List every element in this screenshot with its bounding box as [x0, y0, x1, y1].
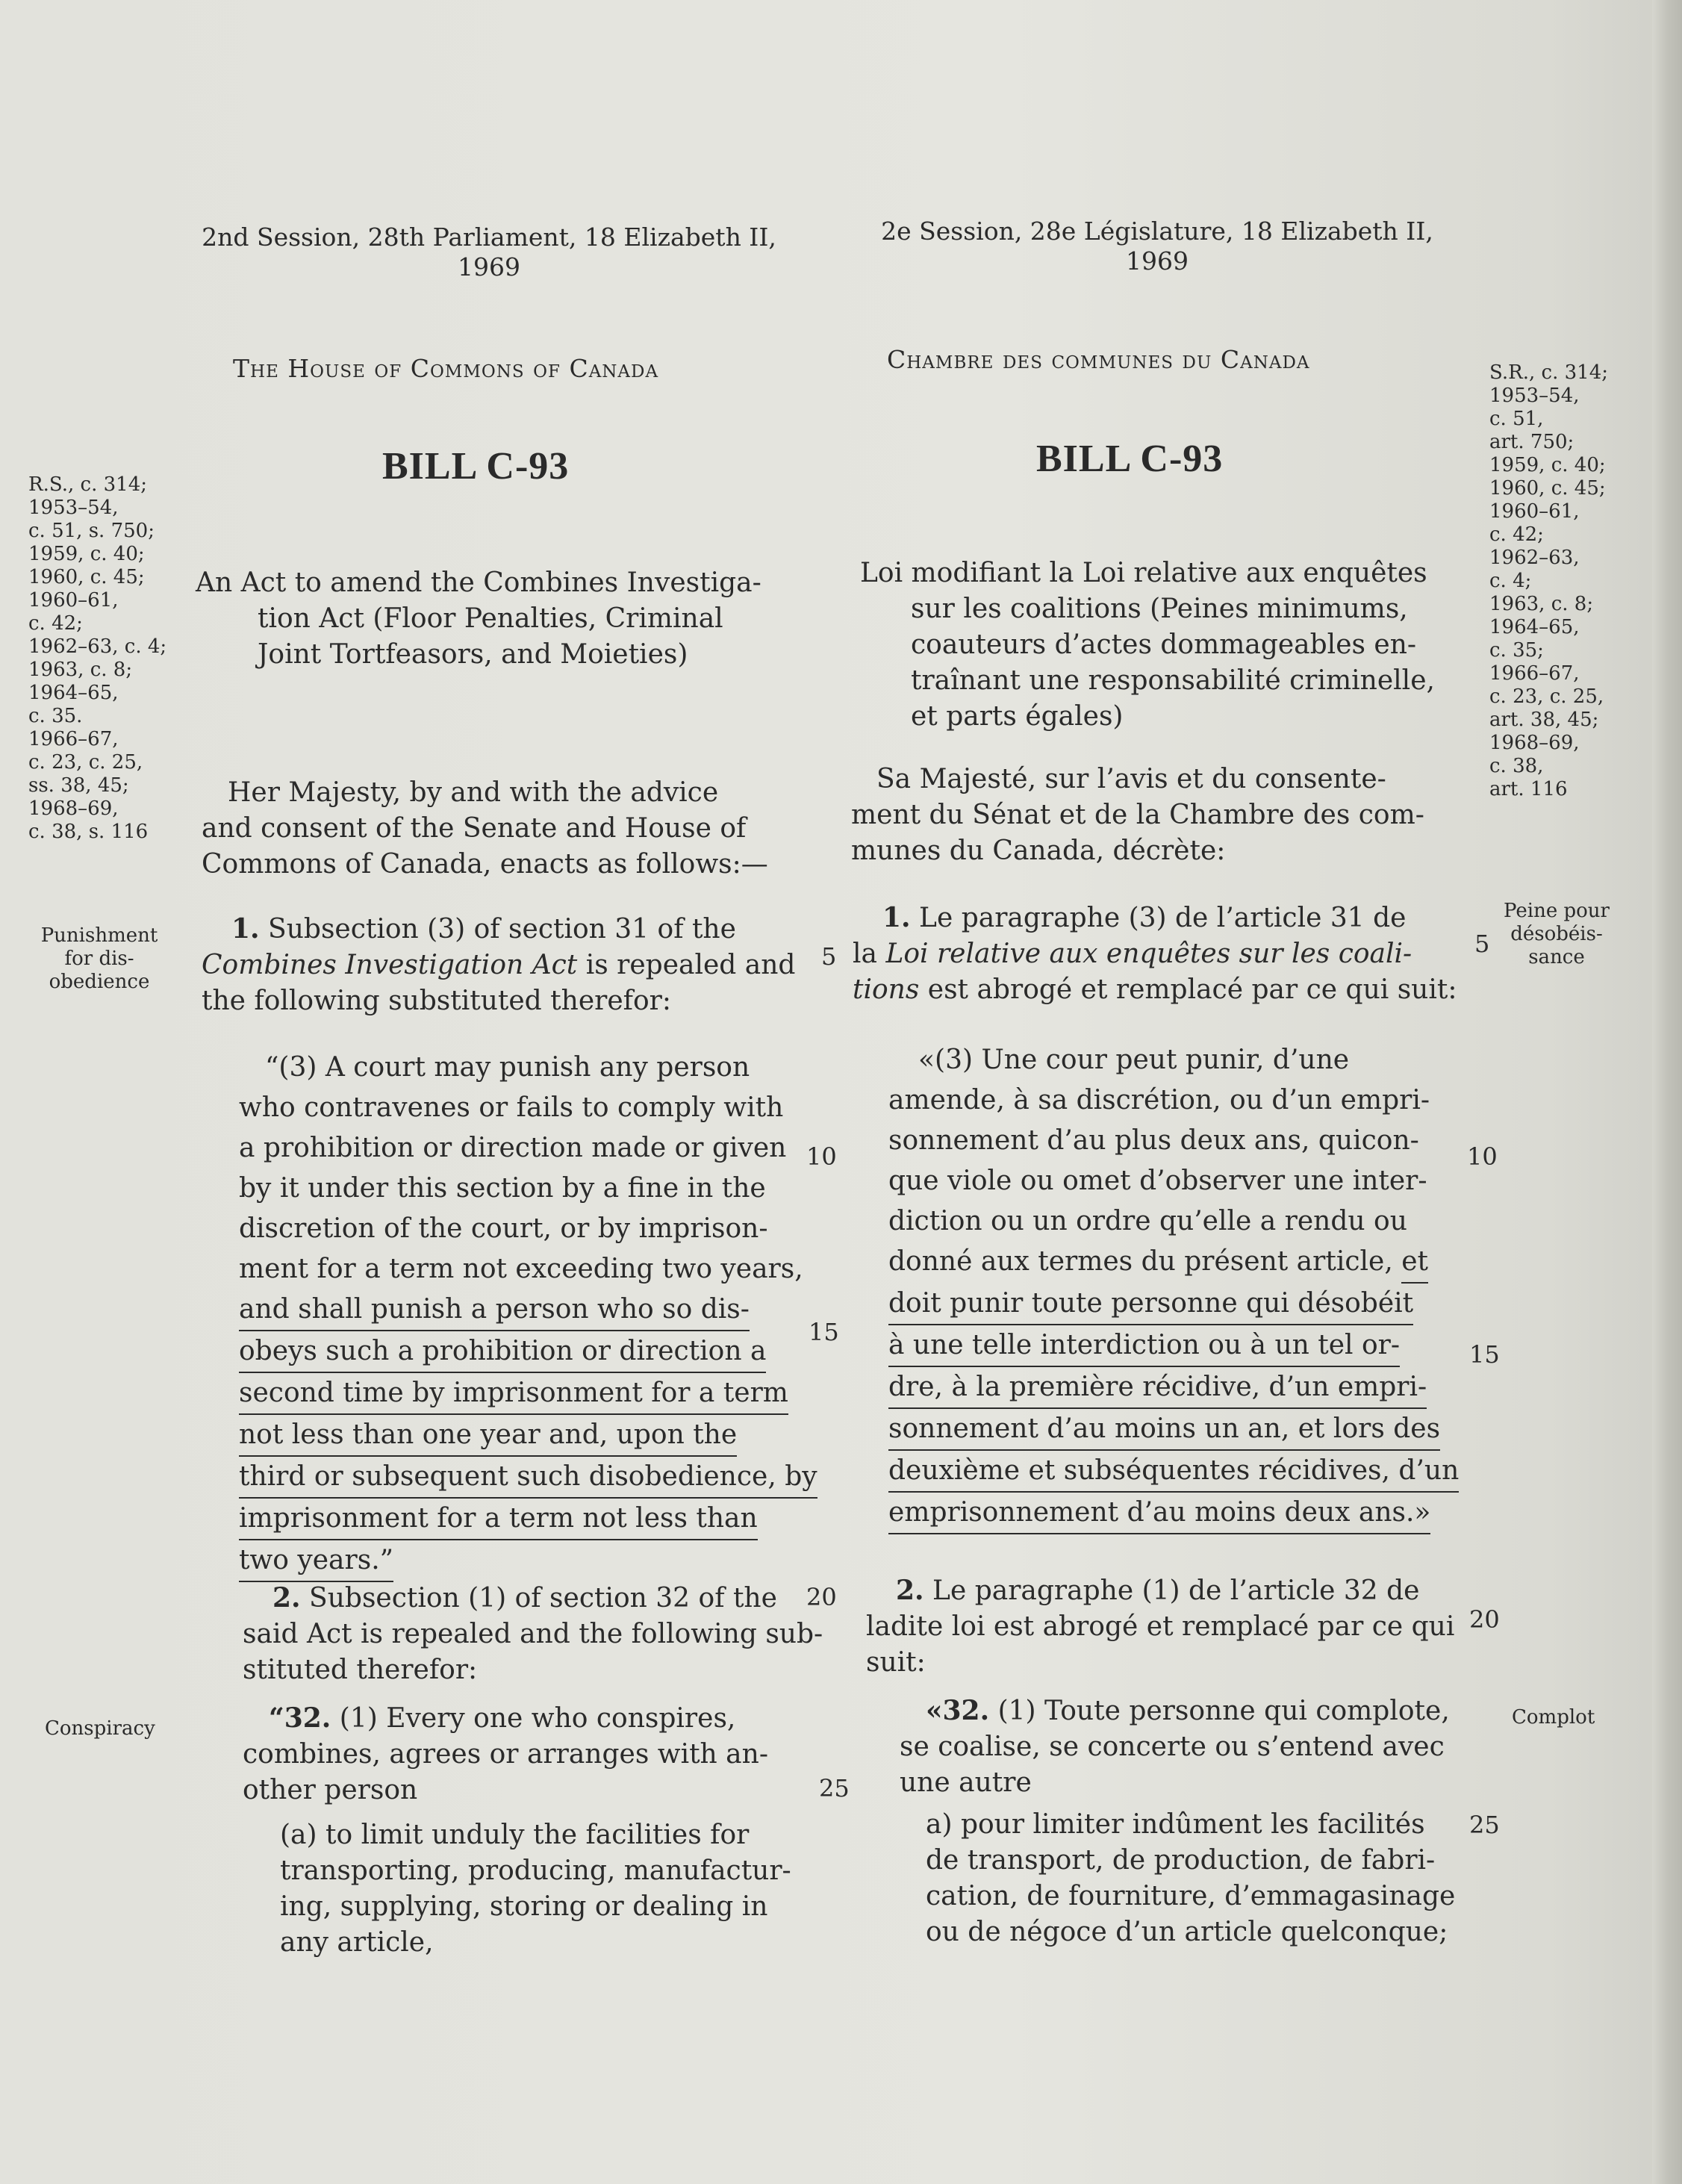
text: (1) Every one who conspires,	[339, 1703, 736, 1734]
fr-section-32	[900, 1693, 1450, 1801]
ref: 1959, c. 40;	[1489, 454, 1606, 476]
ref: c. 42;	[28, 612, 83, 635]
section-number: “32.	[269, 1702, 331, 1734]
ref: c. 38, s. 116	[28, 821, 149, 843]
line	[888, 1242, 1459, 1284]
note-line: for dis-	[64, 948, 134, 970]
line: who contravenes or fails to comply with	[239, 1092, 784, 1123]
amended-text: third or subsequent such disobedience, by	[239, 1457, 817, 1499]
amended-text: sonnement d’au moins un an, et lors des	[888, 1409, 1440, 1451]
text: donné aux termes du présent article,	[888, 1246, 1393, 1277]
right-margin-refs	[1489, 361, 1608, 801]
note-line: obedience	[49, 971, 150, 993]
line: Joint Tortfeasors, and Moieties)	[258, 639, 688, 670]
line: tion Act (Floor Penalties, Criminal	[258, 603, 723, 634]
section-number: 1.	[231, 913, 260, 945]
line: ing, supplying, storing or dealing in	[280, 1891, 768, 1922]
ref: S.R., c. 314;	[1489, 361, 1608, 384]
line	[239, 1415, 817, 1457]
en-long-title	[196, 565, 761, 673]
ref: art. 750;	[1489, 431, 1574, 453]
ref: c. 51, s. 750;	[28, 520, 155, 542]
line	[239, 1373, 817, 1415]
line	[866, 1572, 1454, 1609]
line: ment du Sénat et de la Chambre des com-	[851, 800, 1424, 830]
line	[243, 1580, 823, 1617]
line-number-5-fr: 5	[1474, 930, 1490, 958]
line: a) pour limiter indûment les facilités	[926, 1809, 1425, 1840]
ref: 1966–67,	[1489, 662, 1580, 685]
ref: 1966–67,	[28, 728, 119, 750]
line	[888, 1367, 1459, 1409]
note-line: Punishment	[40, 924, 158, 947]
line	[239, 1457, 817, 1499]
line: se coalise, se concerte ou s’entend avec	[900, 1732, 1445, 1762]
fr-bill-number: BILL C-93	[1036, 438, 1224, 480]
line: (a) to limit unduly the facilities for	[280, 1820, 750, 1850]
line: a prohibition or direction made or given	[239, 1133, 787, 1163]
line	[202, 911, 795, 948]
act-name: Combines Investigation Act	[202, 950, 578, 980]
amended-text: and shall punish a person who so dis-	[239, 1289, 750, 1331]
en-subsection-3	[239, 1048, 817, 1582]
line-number-5-en: 5	[821, 942, 837, 971]
line-number-10-fr: 10	[1467, 1142, 1498, 1171]
line	[888, 1493, 1459, 1534]
page-edge	[1652, 0, 1682, 2184]
en-session-line1: 2nd Session, 28th Parliament, 18 Elizabeth II,	[202, 223, 776, 252]
line: coauteurs d’actes dommageables en-	[911, 629, 1417, 660]
line: Loi modifiant la Loi relative aux enquêtes	[860, 558, 1427, 588]
ref: art. 38, 45;	[1489, 709, 1599, 731]
line: transporting, producing, manufactur-	[280, 1855, 791, 1886]
ref: 1962–63,	[1489, 547, 1580, 569]
fr-long-title	[860, 556, 1435, 735]
line	[853, 972, 1457, 1008]
ref: 1960–61,	[28, 589, 119, 612]
line: An Act to amend the Combines Investiga-	[196, 567, 761, 598]
fr-session	[873, 217, 1441, 276]
marginal-note-conspiracy: Conspiracy	[45, 1717, 155, 1740]
amended-text: imprisonment for a term not less than	[239, 1499, 758, 1540]
line-number-10-en: 10	[806, 1142, 837, 1171]
line: de transport, de production, de fabri-	[926, 1845, 1436, 1876]
amended-text: not less than one year and, upon the	[239, 1415, 737, 1457]
ref: 1953–54,	[28, 497, 119, 519]
line-number-20-fr: 20	[1469, 1605, 1500, 1634]
text: Le paragraphe (3) de l’article 31 de	[919, 903, 1407, 933]
amended-text: et	[1401, 1242, 1428, 1284]
line: ou de négoce d’un article quelconque;	[926, 1917, 1448, 1947]
line: ladite loi est abrogé et remplacé par ce qui	[866, 1611, 1455, 1642]
marginal-note-complot: Complot	[1512, 1706, 1595, 1729]
ref: 1962–63, c. 4;	[28, 635, 167, 658]
ref: c. 42;	[1489, 523, 1544, 546]
section-number: «32.	[926, 1695, 990, 1726]
note-line: désobéis-	[1510, 923, 1603, 945]
line	[853, 936, 1457, 972]
ref: 1959, c. 40;	[28, 543, 145, 565]
line: other person	[243, 1775, 418, 1805]
text: (1) Toute personne qui complote,	[997, 1696, 1450, 1726]
line: said Act is repealed and the following sub-	[243, 1619, 823, 1649]
line-number-25-fr: 25	[1469, 1811, 1500, 1839]
left-margin-refs	[28, 473, 166, 844]
ref: R.S., c. 314;	[28, 473, 147, 496]
text: la	[853, 939, 877, 969]
amended-text: emprisonnement d’au moins deux ans.»	[888, 1493, 1430, 1534]
line	[888, 1451, 1459, 1493]
ref: c. 35.	[28, 705, 83, 727]
amended-text: deuxième et subséquentes récidives, d’un	[888, 1451, 1459, 1493]
line: et parts égales)	[911, 701, 1124, 732]
fr-session-line2: 1969	[1126, 246, 1189, 276]
line: diction ou un ordre qu’elle a rendu ou	[888, 1206, 1407, 1236]
line-number-20-en: 20	[806, 1583, 837, 1611]
note-line: Peine pour	[1504, 900, 1610, 922]
fr-section-2	[866, 1572, 1454, 1681]
text: Subsection (3) of section 31 of the	[268, 914, 736, 945]
fr-session-line1: 2e Session, 28e Législature, 18 Elizabeth II,	[881, 217, 1433, 246]
line: discretion of the court, or by imprison-	[239, 1213, 768, 1244]
line: by it under this section by a fine in the	[239, 1173, 766, 1204]
amended-text: doit punir toute personne qui désobéit	[888, 1284, 1413, 1325]
en-paragraph-a	[280, 1817, 791, 1961]
fr-enacting-clause	[851, 762, 1424, 869]
line: sur les coalitions (Peines minimums,	[911, 594, 1408, 624]
line	[243, 1700, 768, 1737]
line: combines, agrees or arranges with an-	[243, 1739, 768, 1770]
ref: 1963, c. 8;	[1489, 593, 1594, 615]
ref: 1960–61,	[1489, 500, 1580, 523]
amended-text: obeys such a prohibition or direction a	[239, 1331, 766, 1373]
ref: 1960, c. 45;	[28, 566, 145, 588]
line-number-15-en: 15	[809, 1318, 839, 1346]
ref: c. 23, c. 25,	[28, 751, 143, 774]
line: ment for a term not exceeding two years,	[239, 1254, 803, 1284]
amended-text: à une telle interdiction ou à un tel or-	[888, 1325, 1400, 1367]
line	[888, 1284, 1459, 1325]
ref: 1968–69,	[28, 797, 119, 820]
text: Le paragraphe (1) de l’article 32 de	[932, 1575, 1420, 1606]
ref: 1960, c. 45;	[1489, 477, 1606, 500]
line	[239, 1331, 817, 1373]
text: is repealed and	[585, 950, 796, 980]
line: «(3) Une cour peut punir, d’une	[918, 1045, 1350, 1075]
ref: 1964–65,	[1489, 616, 1580, 638]
ref: c. 35;	[1489, 639, 1544, 662]
act-name: tions	[853, 974, 920, 1005]
amended-text: second time by imprisonment for a term	[239, 1373, 788, 1415]
line	[239, 1289, 817, 1331]
section-number: 2.	[896, 1575, 924, 1606]
line	[888, 1325, 1459, 1367]
en-session	[202, 223, 776, 282]
en-section-2	[243, 1580, 823, 1688]
ref: ss. 38, 45;	[28, 774, 129, 797]
ref: art. 116	[1489, 778, 1568, 800]
section-number: 2.	[272, 1582, 301, 1614]
fr-section-1	[853, 900, 1457, 1008]
section-number: 1.	[882, 902, 911, 933]
ref: 1964–65,	[28, 682, 119, 704]
ref: c. 23, c. 25,	[1489, 685, 1604, 708]
line	[202, 948, 795, 983]
text: Subsection (1) of section 32 of the	[309, 1583, 777, 1614]
line: suit:	[866, 1647, 926, 1678]
en-bill-number: BILL C-93	[382, 445, 570, 488]
marginal-note-punishment	[28, 924, 170, 994]
line: Sa Majesté, sur l’avis et du consente-	[876, 764, 1386, 794]
line: traînant une responsabilité criminelle,	[911, 665, 1435, 696]
ref: 1968–69,	[1489, 732, 1580, 754]
line: sonnement d’au plus deux ans, quicon-	[888, 1125, 1419, 1156]
note-line: sance	[1528, 946, 1585, 968]
en-session-line2: 1969	[458, 252, 520, 281]
ref: 1953–54,	[1489, 385, 1580, 407]
fr-house-title: Chambre des communes du Canada	[887, 345, 1310, 374]
line: amende, à sa discrétion, ou d’un empri-	[888, 1085, 1430, 1116]
line	[239, 1499, 817, 1540]
line: munes du Canada, décrète:	[851, 836, 1226, 866]
line: que viole ou omet d’observer une inter-	[888, 1166, 1427, 1196]
text: est abrogé et remplacé par ce qui suit:	[927, 974, 1457, 1005]
fr-subsection-3	[888, 1040, 1459, 1534]
line: “(3) A court may punish any person	[265, 1052, 750, 1083]
marginal-note-peine	[1501, 900, 1613, 969]
amended-text: dre, à la première récidive, d’un empri-	[888, 1367, 1427, 1409]
ref: c. 51,	[1489, 408, 1544, 430]
en-house-title: The House of Commons of Canada	[233, 354, 659, 383]
line: Her Majesty, by and with the advice	[228, 777, 719, 808]
ref: 1963, c. 8;	[28, 659, 133, 681]
line	[888, 1409, 1459, 1451]
line-number-15-fr: 15	[1469, 1340, 1500, 1369]
line	[853, 900, 1457, 936]
amended-text: two years.”	[239, 1540, 393, 1582]
line: Commons of Canada, enacts as follows:—	[202, 849, 768, 880]
en-enacting-clause	[202, 775, 768, 883]
en-section-1	[202, 911, 795, 1019]
line: any article,	[280, 1927, 434, 1958]
line: the following substituted therefor:	[202, 986, 671, 1016]
ref: c. 38,	[1489, 755, 1544, 777]
line: and consent of the Senate and House of	[202, 813, 747, 844]
line: une autre	[900, 1767, 1032, 1798]
line-number-25-en: 25	[819, 1774, 850, 1802]
ref: c. 4;	[1489, 570, 1532, 592]
act-name: Loi relative aux enquêtes sur les coali-	[885, 939, 1412, 969]
line: cation, de fourniture, d’emmagasinage	[926, 1881, 1456, 1911]
line	[239, 1540, 817, 1582]
fr-paragraph-a	[926, 1807, 1455, 1950]
en-section-32	[243, 1700, 768, 1808]
line: stituted therefor:	[243, 1655, 478, 1685]
line	[900, 1693, 1450, 1729]
